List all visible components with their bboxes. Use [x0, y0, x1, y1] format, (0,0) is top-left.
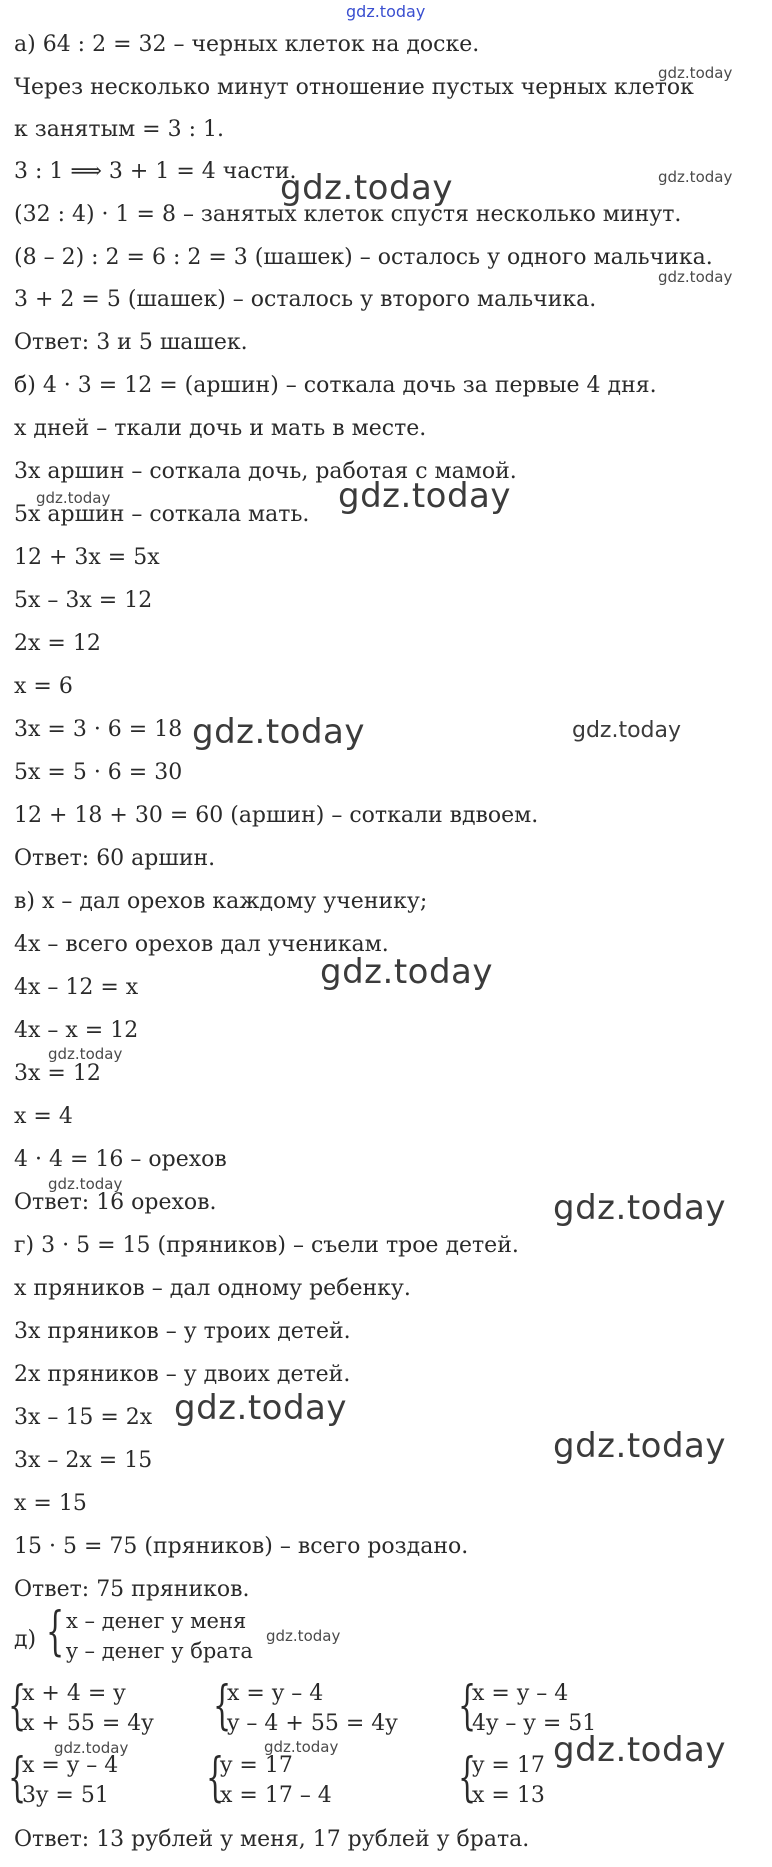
system-4-eq-2: 3y = 51: [22, 1783, 109, 1808]
brace-icon: {: [206, 1748, 225, 1808]
watermark-small: gdz.today: [48, 1175, 123, 1193]
text-line: 12 + 18 + 30 = 60 (аршин) – соткали вдвоем.: [14, 803, 539, 828]
answer-d: Ответ: 13 рублей у меня, 17 рублей у брата.: [14, 1827, 530, 1852]
text-line: Через несколько минут отношение пустых черных клеток: [14, 75, 694, 100]
text-line: x = 4: [14, 1104, 73, 1129]
answer-b: Ответ: 60 аршин.: [14, 846, 216, 871]
text-line: 5x аршин – соткала мать.: [14, 502, 310, 527]
text-line: 3x – 2x = 15: [14, 1448, 153, 1473]
brace-icon: {: [8, 1676, 27, 1736]
text-line: (32 : 4) · 1 = 8 – занятых клеток спустя несколько минут.: [14, 202, 682, 227]
text-line: 3 + 2 = 5 (шашек) – осталось у второго мальчика.: [14, 287, 597, 312]
watermark-small: gdz.today: [48, 1045, 123, 1063]
brace-icon: {: [8, 1748, 27, 1808]
text-line: x пряников – дал одному ребенку.: [14, 1276, 411, 1301]
system-6-eq-2: x = 13: [472, 1783, 545, 1808]
text-line: 4 · 4 = 16 – орехов: [14, 1147, 227, 1172]
watermark-small: gdz.today: [658, 268, 733, 286]
text-line: г) 3 · 5 = 15 (пряников) – съели трое детей.: [14, 1233, 519, 1258]
text-line: (8 – 2) : 2 = 6 : 2 = 3 (шашек) – осталось у одного мальчика.: [14, 245, 713, 270]
text-line: в) x – дал орехов каждому ученику;: [14, 889, 428, 914]
watermark-small: gdz.today: [54, 1739, 129, 1757]
text-line: б) 4 · 3 = 12 = (аршин) – соткала дочь за первые 4 дня.: [14, 373, 657, 398]
system-6-eq-1: y = 17: [472, 1753, 545, 1778]
watermark-small: gdz.today: [658, 168, 733, 186]
text-line: 3 : 1 ⟹ 3 + 1 = 4 части.: [14, 159, 297, 184]
text-line: 3x = 3 · 6 = 18: [14, 717, 183, 742]
text-line: x дней – ткали дочь и мать в месте.: [14, 416, 427, 441]
text-line: 5x = 5 · 6 = 30: [14, 760, 183, 785]
brace-icon: {: [458, 1748, 477, 1808]
text-line: 4x – 12 = x: [14, 975, 139, 1000]
watermark-small: gdz.today: [36, 489, 111, 507]
system-1-eq-2: x + 55 = 4y: [22, 1711, 154, 1736]
text-line: а) 64 : 2 = 32 – черных клеток на доске.: [14, 32, 480, 57]
watermark-medium: gdz.today: [572, 718, 682, 743]
text-line: 15 · 5 = 75 (пряников) – всего роздано.: [14, 1534, 469, 1559]
watermark-large: gdz.today: [280, 168, 453, 208]
brace-icon: {: [213, 1676, 232, 1736]
brace-icon: {: [46, 1602, 65, 1662]
text-line: 12 + 3x = 5x: [14, 545, 160, 570]
text-line: x = 15: [14, 1491, 87, 1516]
text-line: 2x = 12: [14, 631, 101, 656]
answer-g: Ответ: 75 пряников.: [14, 1577, 250, 1602]
system-1-eq-1: x + 4 = y: [22, 1681, 126, 1706]
answer-a: Ответ: 3 и 5 шашек.: [14, 330, 248, 355]
text-line: 4x – всего орехов дал ученикам.: [14, 932, 389, 957]
watermark-large: gdz.today: [192, 712, 365, 752]
text-line: 3x – 15 = 2x: [14, 1405, 153, 1430]
definition-line: y – денег у брата: [66, 1639, 253, 1663]
watermark-large: gdz.today: [553, 1426, 726, 1466]
text-line: 4x – x = 12: [14, 1018, 139, 1043]
system-2-eq-2: y – 4 + 55 = 4y: [227, 1711, 398, 1736]
text-line: 2x пряников – у двоих детей.: [14, 1362, 351, 1387]
watermark-large: gdz.today: [553, 1730, 726, 1770]
part-d-label: д): [14, 1627, 37, 1652]
text-line: 3x пряников – у троих детей.: [14, 1319, 351, 1344]
text-line: x = 6: [14, 674, 73, 699]
watermark-large: gdz.today: [553, 1188, 726, 1228]
definition-line: x – денег у меня: [66, 1609, 247, 1633]
watermark-large: gdz.today: [320, 952, 493, 992]
watermark-top: gdz.today: [346, 2, 426, 21]
watermark-large: gdz.today: [174, 1388, 347, 1428]
system-3-eq-2: 4y – y = 51: [472, 1711, 597, 1736]
system-5-eq-1: y = 17: [220, 1753, 293, 1778]
watermark-small: gdz.today: [658, 64, 733, 82]
system-2-eq-1: x = y – 4: [227, 1681, 324, 1706]
brace-icon: {: [458, 1676, 477, 1736]
text-line: 3x аршин – соткала дочь, работая с мамой.: [14, 459, 517, 484]
text-line: 3x = 12: [14, 1061, 101, 1086]
watermark-small: gdz.today: [266, 1627, 341, 1645]
system-4-eq-1: x = y – 4: [22, 1753, 119, 1778]
text-line: к занятым = 3 : 1.: [14, 117, 224, 142]
text-line: 5x – 3x = 12: [14, 588, 153, 613]
system-5-eq-2: x = 17 – 4: [220, 1783, 332, 1808]
system-3-eq-1: x = y – 4: [472, 1681, 569, 1706]
watermark-large: gdz.today: [338, 476, 511, 516]
watermark-small: gdz.today: [264, 1738, 339, 1756]
answer-c: Ответ: 16 орехов.: [14, 1190, 217, 1215]
